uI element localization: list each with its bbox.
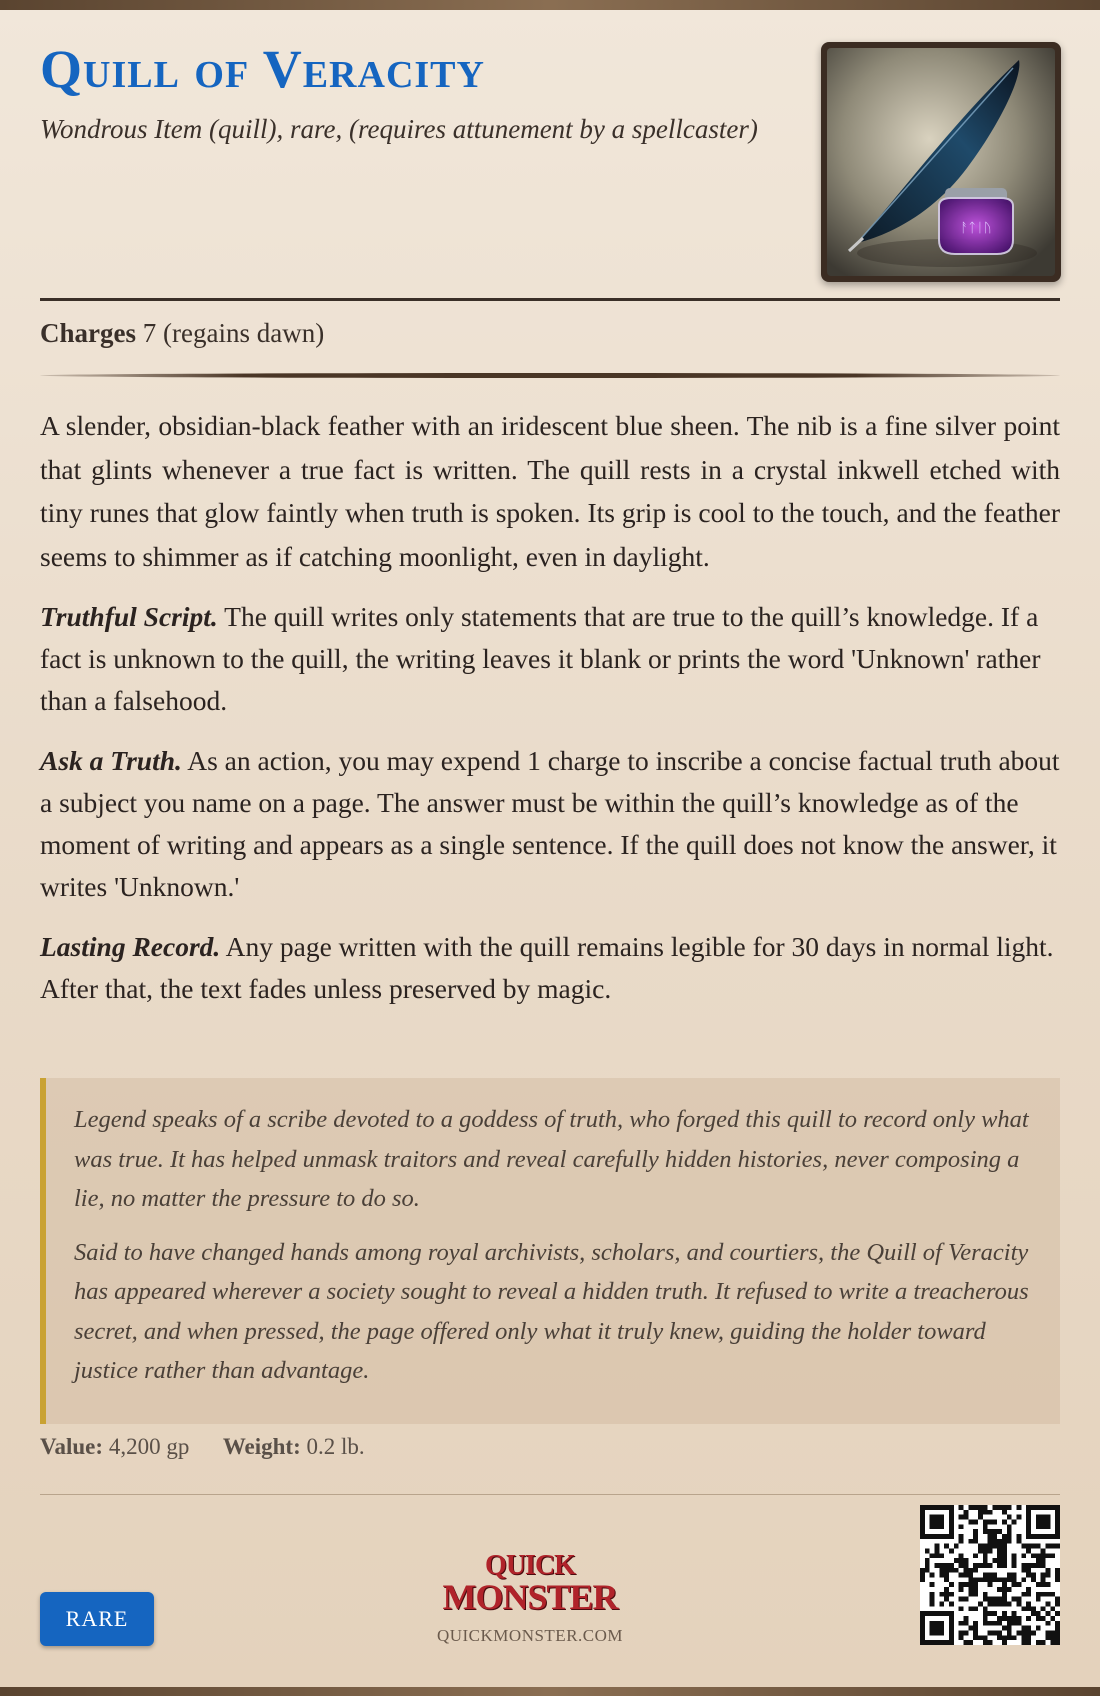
svg-text:ᚨᛏᛁᚢ: ᚨᛏᛁᚢ	[960, 221, 992, 236]
qr-code-icon[interactable]	[920, 1505, 1060, 1645]
feature-text: As an action, you may expend 1 charge to inscribe a concise factual truth about a subject you name on a page. The answer must be within the quill’s knowledge as of the moment of writing and appears as a single sentence. If the quill does not know the answer, it writes 'Unknown.'	[40, 745, 1060, 902]
lore-paragraph: Legend speaks of a scribe devoted to a goddess of truth, who forged this quill to record only what was true. It has helped unmask traitors and reveal carefully hidden histories, never composing a lie, no matter the pressure to do so.	[74, 1106, 1029, 1212]
charges-value: 7 (regains dawn)	[142, 318, 325, 348]
header-divider	[40, 298, 1060, 301]
feature-text: Any page written with the quill remains legible for 30 days in normal light. After that, the text fades unless preserved by magic.	[40, 931, 1054, 1004]
item-body	[40, 404, 1060, 1010]
feature-truthful-script	[40, 596, 1060, 722]
feature-ask-a-truth	[40, 740, 1060, 908]
lore-blockquote	[40, 1078, 1060, 1424]
logo-line-monster: MONSTER	[442, 1577, 618, 1617]
top-border	[0, 0, 1100, 10]
feature-name: Truthful Script.	[40, 601, 218, 632]
item-subtitle: Wondrous Item (quill), rare, (requires attunement by a spellcaster)	[40, 114, 758, 144]
feature-text: The quill writes only statements that are true to the quill’s knowledge. If a fact is unknown to the quill, the writing leaves it blank or prints the word 'Unknown' rather than a falsehood.	[40, 601, 1041, 716]
quickmonster-logo[interactable]	[430, 1552, 630, 1646]
feature-name: Lasting Record.	[40, 931, 221, 962]
bottom-border	[0, 1687, 1100, 1696]
feature-name: Ask a Truth.	[40, 745, 182, 776]
value-amount: 4,200 gp	[108, 1434, 190, 1459]
feature-lasting-record	[40, 926, 1060, 1010]
quill-and-inkwell-icon	[827, 48, 1055, 276]
charges-divider	[40, 373, 1060, 378]
charges-label: Charges	[40, 318, 136, 348]
rarity-badge: RARE	[40, 1592, 154, 1646]
item-header	[40, 10, 1060, 298]
item-meta	[40, 1434, 365, 1460]
item-title: Quill of Veracity	[40, 39, 485, 99]
item-card	[40, 10, 1060, 1645]
charges-line	[40, 318, 324, 349]
item-description: A slender, obsidian-black feather with an iridescent blue sheen. The nib is a fine silver point that glints whenever a true fact is written. The quill rests in a crystal inkwell etched with tiny runes that glow faintly when truth is spoken. Its grip is cool to the touch, and the feather seems to shimmer as if catching moonlight, even in daylight.	[40, 410, 1060, 572]
logo-line-quick: QUICK	[485, 1550, 575, 1581]
weight-amount: 0.2 lb.	[306, 1434, 365, 1459]
logo-url[interactable]: QUICKMONSTER.COM	[436, 1626, 624, 1645]
value-label: Value:	[40, 1434, 104, 1459]
lore-paragraph: Said to have changed hands among royal archivists, scholars, and courtiers, the Quill of Veracity has appeared wherever a society sought to reveal a hidden truth. It refused to write a treacherous secret, and when pressed, the page offered only what it truly knew, guiding the holder toward justice rather than advantage.	[74, 1238, 1029, 1384]
item-portrait	[821, 42, 1061, 282]
footer-divider	[40, 1494, 1060, 1495]
weight-label: Weight:	[222, 1434, 301, 1459]
